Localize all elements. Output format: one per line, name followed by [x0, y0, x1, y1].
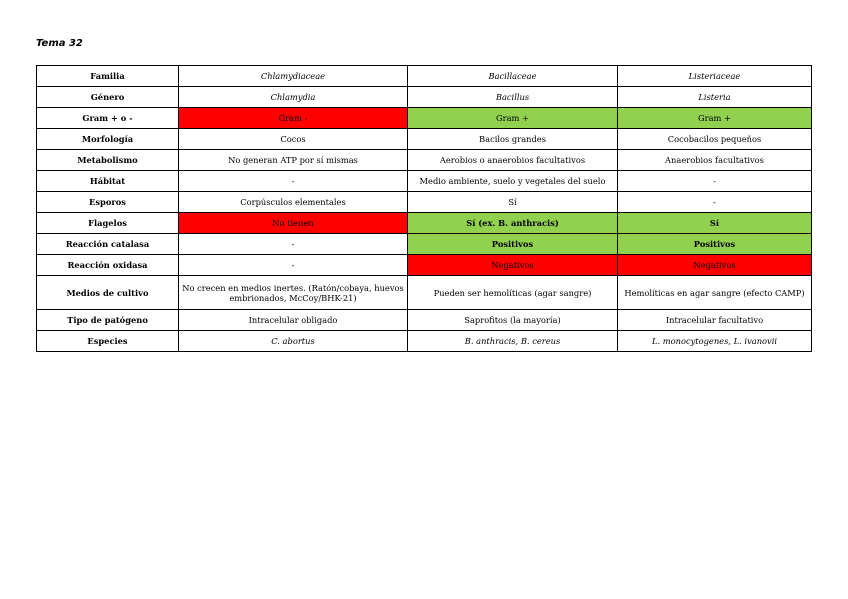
row-label-morfologia: Morfología	[37, 129, 179, 150]
cell-metabolismo-bacillaceae: Aerobios o anaerobios facultativos	[408, 150, 618, 171]
cell-flagelos-listeriaceae: Sí	[618, 213, 812, 234]
cell-oxidasa-chlamydiaceae: -	[179, 255, 408, 276]
row-label-medios: Medios de cultivo	[37, 276, 179, 310]
cell-morfologia-bacillaceae: Bacilos grandes	[408, 129, 618, 150]
table-header-row	[37, 66, 812, 87]
cell-patogeno-bacillaceae: Saprofitos (la mayoría)	[408, 310, 618, 331]
row-label-genero: Género	[37, 87, 179, 108]
column-header-bacillaceae: Bacillaceae	[408, 66, 618, 87]
cell-medios-listeriaceae: Hemolíticas en agar sangre (efecto CAMP)	[618, 276, 812, 310]
cell-flagelos-bacillaceae: Sí (ex. B. anthracis)	[408, 213, 618, 234]
row-label-familia: Familia	[37, 66, 179, 87]
cell-medios-bacillaceae: Pueden ser hemolíticas (agar sangre)	[408, 276, 618, 310]
cell-gram-chlamydiaceae: Gram -	[179, 108, 408, 129]
table-row-genero	[37, 87, 812, 108]
cell-esporos-bacillaceae: Sí	[408, 192, 618, 213]
table-row-habitat	[37, 171, 812, 192]
column-header-listeriaceae: Listeriaceae	[618, 66, 812, 87]
cell-metabolismo-chlamydiaceae: No generan ATP por sí mismas	[179, 150, 408, 171]
cell-genero-listeriaceae: Listeria	[618, 87, 812, 108]
cell-metabolismo-listeriaceae: Anaerobios facultativos	[618, 150, 812, 171]
table-row-medios	[37, 276, 812, 310]
row-label-especies: Especies	[37, 331, 179, 352]
table-row-morfologia	[37, 129, 812, 150]
cell-esporos-listeriaceae: -	[618, 192, 812, 213]
table-row-catalasa	[37, 234, 812, 255]
cell-flagelos-chlamydiaceae: No tienen	[179, 213, 408, 234]
cell-especies-bacillaceae: B. anthracis, B. cereus	[408, 331, 618, 352]
cell-morfologia-chlamydiaceae: Cocos	[179, 129, 408, 150]
table-row-patogeno	[37, 310, 812, 331]
cell-oxidasa-bacillaceae: Negativos	[408, 255, 618, 276]
table-row-esporos	[37, 192, 812, 213]
cell-patogeno-listeriaceae: Intracelular facultativo	[618, 310, 812, 331]
document-title: Tema 32	[36, 38, 83, 49]
cell-esporos-chlamydiaceae: Corpúsculos elementales	[179, 192, 408, 213]
cell-patogeno-chlamydiaceae: Intracelular obligado	[179, 310, 408, 331]
row-label-metabolismo: Metabolismo	[37, 150, 179, 171]
row-label-flagelos: Flagelos	[37, 213, 179, 234]
cell-catalasa-bacillaceae: Positivos	[408, 234, 618, 255]
cell-medios-chlamydiaceae: No crecen en medios inertes. (Ratón/cobaya, huevos embrionados, McCoy/BHK-21)	[179, 276, 408, 310]
cell-catalasa-chlamydiaceae: -	[179, 234, 408, 255]
table-row-metabolismo	[37, 150, 812, 171]
cell-gram-listeriaceae: Gram +	[618, 108, 812, 129]
cell-genero-bacillaceae: Bacillus	[408, 87, 618, 108]
row-label-patogeno: Tipo de patógeno	[37, 310, 179, 331]
table-row-especies	[37, 331, 812, 352]
cell-genero-chlamydiaceae: Chlamydia	[179, 87, 408, 108]
cell-habitat-bacillaceae: Medio ambiente, suelo y vegetales del suelo	[408, 171, 618, 192]
cell-habitat-listeriaceae: -	[618, 171, 812, 192]
cell-gram-bacillaceae: Gram +	[408, 108, 618, 129]
cell-especies-chlamydiaceae: C. abortus	[179, 331, 408, 352]
row-label-habitat: Hábitat	[37, 171, 179, 192]
cell-especies-listeriaceae: L. monocytogenes, L. ivanovii	[618, 331, 812, 352]
row-label-esporos: Esporos	[37, 192, 179, 213]
column-header-chlamydiaceae: Chlamydiaceae	[179, 66, 408, 87]
cell-habitat-chlamydiaceae: -	[179, 171, 408, 192]
bacteria-comparison-table	[36, 65, 812, 352]
row-label-catalasa: Reacción catalasa	[37, 234, 179, 255]
row-label-gram: Gram + o -	[37, 108, 179, 129]
row-label-oxidasa: Reacción oxidasa	[37, 255, 179, 276]
table-row-oxidasa	[37, 255, 812, 276]
cell-morfologia-listeriaceae: Cocobacilos pequeños	[618, 129, 812, 150]
cell-oxidasa-listeriaceae: Negativos	[618, 255, 812, 276]
table-row-flagelos	[37, 213, 812, 234]
table-row-gram	[37, 108, 812, 129]
cell-catalasa-listeriaceae: Positivos	[618, 234, 812, 255]
